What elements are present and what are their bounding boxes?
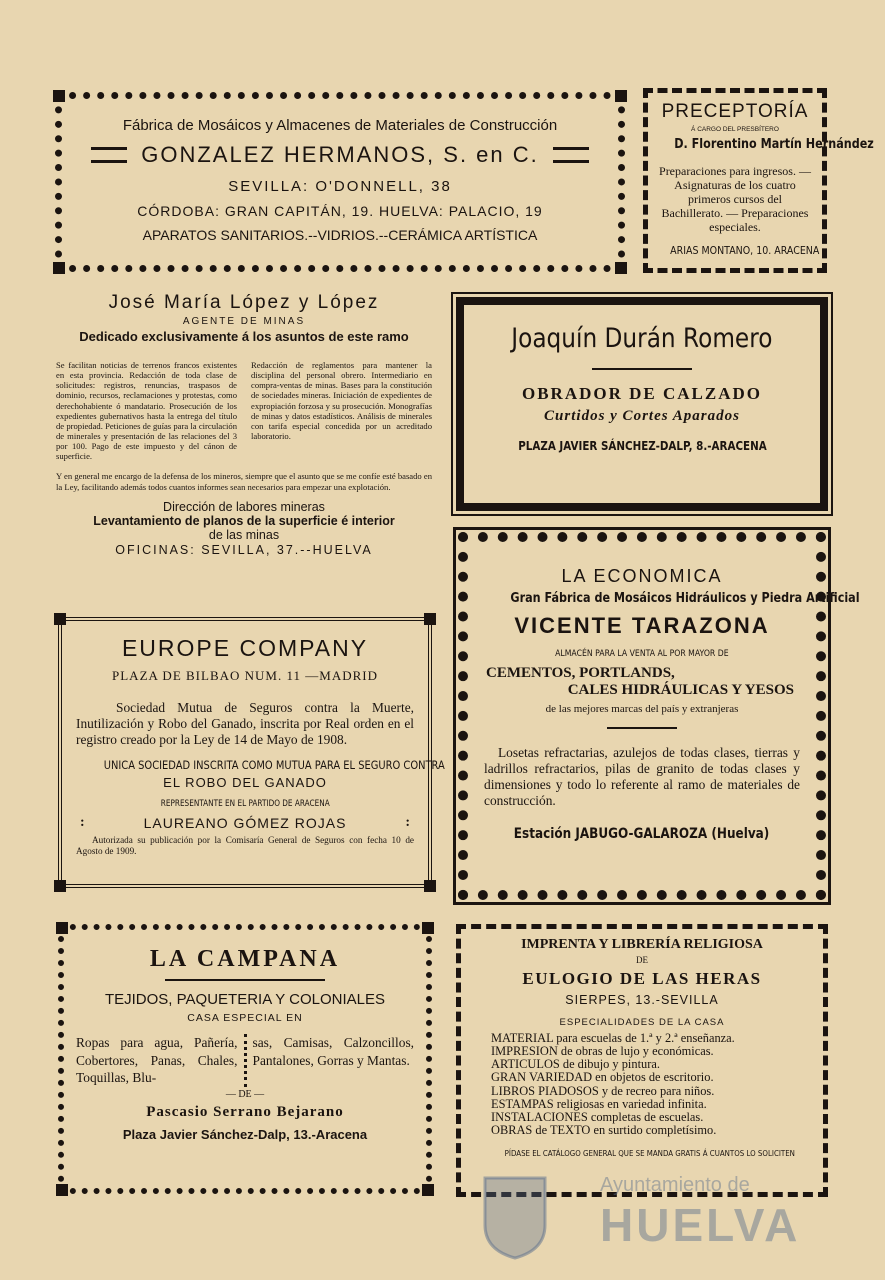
ad7-columns — [76, 1034, 414, 1087]
ad1-line1: Fábrica de Mosáicos y Almacenes de Materiales de Construcción — [122, 117, 558, 134]
ad1-products: APARATOS SANITARIOS.--VIDRIOS.--CERÁMICA ARTÍSTICA — [142, 227, 538, 243]
ad8-name: EULOGIO DE LAS HERAS — [522, 969, 762, 988]
ad6-ornament — [607, 727, 677, 729]
ad2-title: PRECEPTORÍA — [661, 101, 809, 122]
ad8-item: MATERIAL para escuelas de 1.ª y 2.ª enseñanza. — [491, 1031, 735, 1045]
ad5-robo: EL ROBO DEL GANADO — [163, 775, 327, 791]
watermark-line2: HUELVA — [600, 1199, 801, 1251]
ad4-name: Joaquín Durán Romero — [511, 323, 773, 354]
ad8-item: LIBROS PIADOSOS y de recreo para niños. — [491, 1083, 715, 1098]
ad5-colon-right: : — [405, 815, 410, 831]
ad5-agent-row — [76, 815, 414, 831]
ad7-de: — DE — — [225, 1089, 265, 1101]
ad8-footer: PÍDASE EL CATÁLOGO GENERAL QUE SE MANDA GRATIS Á CUANTOS LO SOLICITEN — [504, 1148, 795, 1159]
shield-icon — [480, 1170, 550, 1260]
ad6-brands: de las mejores marcas del país y extranjeras — [545, 703, 739, 715]
ad7-right: sas, Camisas, Calzoncillos, Pantalones, Gorras y Mantas. — [252, 1035, 414, 1068]
ad6-station: Estación JABUGO-GALAROZA (Huelva) — [514, 826, 770, 843]
ad7-owner: Pascasio Serrano Bejarano — [146, 1104, 344, 1121]
ad3-closing: Y en general me encargo de la defensa de los mineros, siempre que el asunto que se me confíe esté basado en la Ley, facilitando además todos cuantos informes sean necesarios para empezar una explotación. — [56, 471, 432, 492]
ad3-col1: Se facilitan noticias de terrenos francos existentes en esta provincia. Redacción de toda clase de solicitudes: registros, renuncias, traspasos de dominio, recursos, reclamaciones y protestas, como derechohabiente ó mandatario. Prosecución de los expedientes gubernativos hasta la entrega del título de propiedad. Peticiones de guías para la circulación de minerales y presentación de las relaciones del 3 por 100. Pago de este impuesto y del cánon de superficie. — [56, 360, 237, 462]
ad8-title: IMPRENTA Y LIBRERÍA RELIGIOSA — [521, 937, 763, 952]
ad4-sub: Curtidos y Cortes Aparados — [544, 408, 740, 424]
ad2-sub: Á CARGO DEL PRESBÍTERO — [691, 126, 779, 133]
ad5-addr: PLAZA DE BILBAO NUM. 11 —MADRID — [112, 668, 378, 683]
ad8-item: OBRAS de TEXTO en surtido completísimo. — [491, 1122, 717, 1137]
ad7-addr: Plaza Javier Sánchez-Dalp, 13.-Aracena — [122, 1127, 368, 1143]
ad1-addr1: SEVILLA: O'DONNELL, 38 — [228, 178, 452, 195]
ad-la-economica — [458, 532, 860, 900]
ad6-name: VICENTE TARAZONA — [514, 613, 770, 638]
ad7-title: LA CAMPANA — [149, 946, 341, 972]
ad-jose-maria-lopez — [52, 292, 436, 602]
ad8-item: IMPRESION de obras de lujo y económicas. — [491, 1044, 714, 1059]
ad1-addr2: CÓRDOBA: GRAN CAPITÁN, 19. HUELVA: PALACIO, 19 — [137, 203, 543, 219]
ad5-colon-left: : — [80, 815, 85, 831]
ad8-addr: SIERPES, 13.-SEVILLA — [565, 993, 719, 1007]
ad8-de: DE — [636, 955, 648, 965]
ad3-columns — [56, 360, 432, 461]
ad3-dir3: de las minas — [208, 527, 280, 542]
ad7-ornament — [165, 979, 325, 981]
ad8-special: ESPECIALIDADES DE LA CASA — [559, 1017, 725, 1028]
archive-watermark — [480, 1170, 800, 1270]
ad6-title: LA ECONOMICA — [561, 566, 723, 586]
ad-gonzalez-hermanos — [55, 92, 625, 272]
ad3-dir2: Levantamiento de planos de la superficie é interior — [93, 513, 395, 528]
ad8-item: ARTICULOS de dibujo y pintura. — [491, 1057, 660, 1072]
ad7-left: Ropas para agua, Pañería, Cobertores, Panas, Chales, Toquillas, Blu- — [76, 1034, 247, 1087]
ad-europe-company — [58, 617, 445, 888]
ad6-p2: CALES HIDRÁULICAS Y YESOS — [567, 682, 794, 698]
ad7-special: CASA ESPECIAL EN — [187, 1012, 303, 1024]
ad-preceptoria — [643, 88, 874, 273]
ad4-business: OBRADOR DE CALZADO — [521, 384, 763, 403]
ad1-name: GONZALEZ HERMANOS, S. en C. — [141, 142, 539, 167]
ad4-ornament — [592, 368, 692, 370]
ad7-sub: TEJIDOS, PAQUETERIA Y COLONIALES — [104, 991, 386, 1008]
ad2-body: Preparaciones para ingresos. — Asignaturas de los cuatro primeros cursos del Bachillerato. — Preparaciones especiales. — [659, 164, 811, 234]
ad8-items — [491, 1032, 803, 1137]
ad8-item: ESTAMPAS religiosas en variedad infinita. — [491, 1096, 707, 1111]
ad3-office: OFICINAS: SEVILLA, 37.--HUELVA — [115, 542, 373, 557]
ad6-sub: Gran Fábrica de Mosáicos Hidráulicos y Piedra Artificial — [510, 591, 860, 606]
ad3-col2: Redacción de reglamentos para mantener la disciplina del personal obrero. Intermediario en compra-ventas de minas. Bases para la constitución de sociedades mineras. Iniciación de expedientes de expropiación forzosa y su prosecución. Monografías de minas y datos estadísticos. Análisis de minerales con tarifa especial concedida por un acreditado laboratorio. — [251, 360, 432, 441]
ad5-agent: LAUREANO GÓMEZ ROJAS — [143, 815, 347, 832]
ad8-item: GRAN VARIEDAD en objetos de escritorio. — [491, 1070, 714, 1085]
ad5-body: Sociedad Mutua de Seguros contra la Muerte, Inutilización y Robo del Ganado, inscrita por Real orden en el registro creado por la Ley de 14 de Mayo de 1908. — [76, 700, 414, 748]
ad-joaquin-duran — [456, 297, 828, 511]
ad5-rep: REPRESENTANTE EN EL PARTIDO DE ARACENA — [160, 799, 330, 810]
ad4-addr: PLAZA JAVIER SÁNCHEZ-DALP, 8.-ARACENA — [517, 439, 767, 453]
ad6-body: Losetas refractarias, azulejos de todas clases, tierras y ladrillos refractarios, pilas de granito de todas clases y dimensiones y todo lo referente al ramo de materiales de construcción. — [484, 745, 800, 809]
ad5-auth: Autorizada su publicación por la Comisaría General de Seguros con fecha 10 de Agosto de 1909. — [76, 835, 414, 856]
ad3-name: José María López y López — [108, 292, 380, 313]
ad8-item: INSTALACIONES completas de escuelas. — [491, 1109, 704, 1124]
ad2-addr: ARIAS MONTANO, 10. ARACENA — [670, 243, 820, 257]
ad3-tagline: Dedicado exclusivamente á los asuntos de este ramo — [79, 329, 409, 344]
ad5-name: EUROPE COMPANY — [121, 635, 369, 661]
ad6-store: ALMACÉN PARA LA VENTA AL POR MAYOR DE — [555, 649, 729, 659]
ad5-only: UNICA SOCIEDAD INSCRITA COMO MUTUA PARA EL SEGURO CONTRA — [103, 758, 445, 773]
ad3-role: AGENTE DE MINAS — [182, 316, 306, 327]
ad6-p1: CEMENTOS, PORTLANDS, — [486, 665, 675, 681]
ad3-dir1: Dirección de labores mineras — [163, 499, 325, 514]
ad-imprenta-libreria — [456, 924, 828, 1197]
ad2-name: D. Florentino Martín Hernández — [674, 137, 874, 152]
watermark-line1: Ayuntamiento de — [600, 1174, 750, 1196]
ad-la-campana — [58, 924, 432, 1194]
